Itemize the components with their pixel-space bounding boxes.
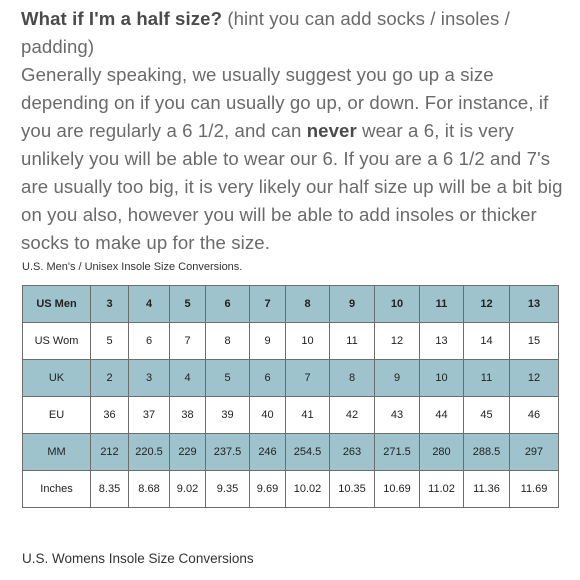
table-cell: 237.5 [206,434,250,471]
table-cell: 10 [286,323,330,360]
table-cell: 7 [170,323,206,360]
table-cell: 7 [286,360,330,397]
table-cell: 42 [330,397,375,434]
sizing-advice-end: wear a 6, it is very unlikely you will be able to wear our 6. If you are a 6 1/2 and 7's are usually too big, it is very likely our half size up will be a bit big on you also, however you will be able to add insoles or thicker socks to make up for the size. [21,120,563,253]
table-cell: 11.02 [420,471,464,508]
table-cell: 4 [129,286,170,323]
table-cell: 8 [286,286,330,323]
table-cell: 11 [464,360,510,397]
table-cell: 11 [330,323,375,360]
row-label: US Men [23,286,91,323]
table-cell: 9.35 [206,471,250,508]
table-cell: 6 [206,286,250,323]
table-cell: 10 [420,360,464,397]
half-size-heading: What if I'm a half size? [21,8,223,29]
men-size-conversion-table [22,285,559,508]
table-cell: 229 [170,434,206,471]
table-cell: 10 [375,286,420,323]
table-cell: 5 [170,286,206,323]
table-cell: 11.36 [464,471,510,508]
table-cell: 40 [250,397,286,434]
table-cell: 212 [91,434,129,471]
table-cell: 39 [206,397,250,434]
row-label: Inches [23,471,91,508]
row-label: UK [23,360,91,397]
table-cell: 9.69 [250,471,286,508]
table-cell: 2 [91,360,129,397]
table-cell: 271.5 [375,434,420,471]
table-cell: 5 [91,323,129,360]
row-label: US Wom [23,323,91,360]
table-cell: 37 [129,397,170,434]
table-cell: 10.02 [286,471,330,508]
table-cell: 45 [464,397,510,434]
table-cell: 280 [420,434,464,471]
men-table-caption: U.S. Men's / Unisex Insole Size Conversions. [22,261,243,273]
table-cell: 12 [464,286,510,323]
sizing-advice-start: Generally speaking, we usually suggest you go up a size depending on if you can usually go up, or down. For instance, if you are regularly a 6 1/2, and can [21,64,549,141]
sizing-advice-emphasis: never [306,120,357,141]
row-label: MM [23,434,91,471]
table-cell: 44 [420,397,464,434]
table-cell: 246 [250,434,286,471]
table-row-eu [23,397,559,434]
table-cell: 9.02 [170,471,206,508]
table-cell: 6 [250,360,286,397]
sizing-advice-paragraph [21,61,571,257]
table-cell: 11 [420,286,464,323]
row-label: EU [23,397,91,434]
table-cell: 254.5 [286,434,330,471]
table-cell: 12 [510,360,559,397]
table-cell: 9 [330,286,375,323]
women-table-caption: U.S. Womens Insole Size Conversions [22,551,254,566]
table-cell: 4 [170,360,206,397]
table-cell: 220.5 [129,434,170,471]
table-cell: 15 [510,323,559,360]
table-row-inches [23,471,559,508]
table-cell: 9 [250,323,286,360]
table-cell: 11.69 [510,471,559,508]
table-cell: 8 [330,360,375,397]
table-cell: 8.35 [91,471,129,508]
table-cell: 288.5 [464,434,510,471]
table-cell: 46 [510,397,559,434]
table-cell: 38 [170,397,206,434]
table-row-us-wom [23,323,559,360]
table-cell: 13 [420,323,464,360]
table-cell: 14 [464,323,510,360]
half-size-paragraph [21,5,571,61]
table-cell: 263 [330,434,375,471]
table-cell: 13 [510,286,559,323]
table-cell: 7 [250,286,286,323]
half-size-hint: (hint you can add socks / insoles / padding) [21,8,510,57]
table-cell: 43 [375,397,420,434]
table-cell: 6 [129,323,170,360]
table-cell: 297 [510,434,559,471]
table-row-mm [23,434,559,471]
table-row-uk [23,360,559,397]
table-cell: 41 [286,397,330,434]
article-text [21,5,571,257]
table-cell: 10.35 [330,471,375,508]
table-cell: 36 [91,397,129,434]
table-cell: 3 [91,286,129,323]
table-cell: 10.69 [375,471,420,508]
table-cell: 3 [129,360,170,397]
table-cell: 8.68 [129,471,170,508]
table-cell: 9 [375,360,420,397]
table-cell: 5 [206,360,250,397]
table-row-us-men [23,286,559,323]
table-cell: 8 [206,323,250,360]
table-cell: 12 [375,323,420,360]
